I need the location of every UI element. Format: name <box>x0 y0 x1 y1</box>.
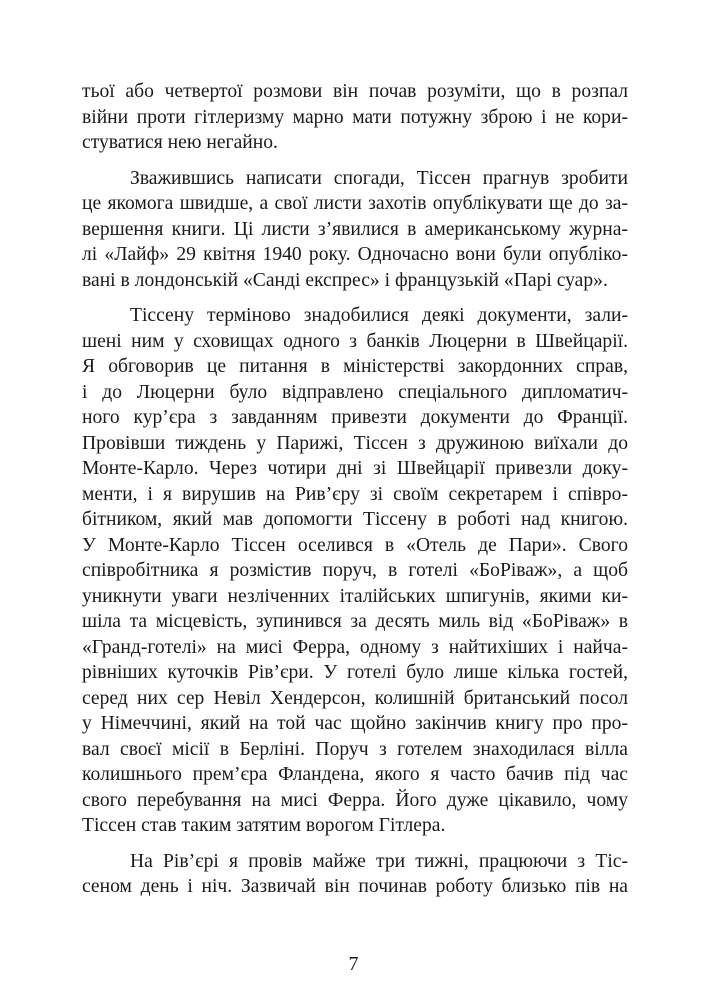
text-line: Монте-Карло. Через чотири дні зі Швейцарії привезли доку- <box>82 458 628 479</box>
text-line: Тіссен став таким затятим ворогом Гітлера. <box>82 815 446 836</box>
page-body <box>82 79 628 910</box>
text-line: і до Люцерни було відправлено спеціального дипломатич- <box>82 381 628 403</box>
text-line: лі «Лайф» 29 квітня 1940 року. Одночасно вони були опубліко- <box>82 244 628 265</box>
text-line: війни проти гітлеризму марно мати потужну зброю і не кори- <box>82 106 628 128</box>
text-line: це якомога швидше, а свої листи захотів опублікувати ще до за- <box>82 193 628 214</box>
text-line: шені ним у сховищах одного з банків Люцерни в Швейцарії. <box>82 330 628 352</box>
text-line: вані в лондонській «Санді експрес» і французькій «Парі суар». <box>82 269 608 291</box>
text-line: уникнути уваги незліченних італійських шпигунів, якими ки- <box>82 585 628 607</box>
text-line: тьої або четвертої розмови він почав розуміти, що в розпал <box>82 81 628 102</box>
text-line: Зважившись написати спогади, Тіссен прагнув зробити <box>130 167 628 189</box>
text-line: вершення книги. Ці листи з’явилися в американському журна- <box>82 218 628 240</box>
paragraph <box>82 79 628 156</box>
text-line: Я обговорив це питання в міністерстві закордонних справ, <box>82 356 628 377</box>
paragraph <box>82 166 628 294</box>
text-line: серед них сер Невіл Хендерсон, колишній британський посол <box>82 687 628 709</box>
text-line: у Німеччині, який на той час щойно закінчив книгу про про- <box>82 713 628 734</box>
paragraph <box>82 849 628 900</box>
text-line: У Монте-Карло Тіссен оселився в «Отель де Пари». Свого <box>82 534 628 556</box>
text-line: Тіссену терміново знадобилися деякі документи, зали- <box>130 305 628 326</box>
text-line: свого перебування на мисі Ферра. Його дуже цікавило, чому <box>82 789 628 811</box>
text-line: «Гранд-готелі» на мисі Ферра, одному з найтихіших і найча- <box>82 636 628 658</box>
text-line: рівніших куточків Рів’єри. У готелі було лише кілька гостей, <box>82 662 628 683</box>
text-line: На Рів’єрі я провів майже три тижні, працюючи з Тіс- <box>130 850 628 872</box>
text-line: шіла та місцевість, зупинився за десять миль від «БоРіваж» в <box>82 611 628 632</box>
text-line: стуватися нею негайно. <box>82 132 278 153</box>
text-line: менти, і я вирушив на Рив’єру зі своїм секретарем і співро- <box>82 483 628 505</box>
text-line: співробітника я розмістив поруч, в готелі «БоРіваж», а щоб <box>82 560 628 581</box>
paragraph <box>82 303 628 839</box>
text-line: бітником, який мав допомогти Тіссену в роботі над книгою. <box>82 509 628 530</box>
text-line: Провівши тиждень у Парижі, Тіссен з дружиною виїхали до <box>82 432 628 454</box>
text-line: сеном день і ніч. Зазвичай він починав роботу близько пів на <box>82 876 628 897</box>
page-number: 7 <box>348 953 359 975</box>
text-line: вал своєї місії в Берліні. Поруч з готелем знаходилася вілла <box>82 738 628 760</box>
text-line: колишнього прем’єра Фландена, якого я часто бачив під час <box>82 764 628 785</box>
text-line: ного кур’єра з завданням привезти документи до Франції. <box>82 407 628 428</box>
